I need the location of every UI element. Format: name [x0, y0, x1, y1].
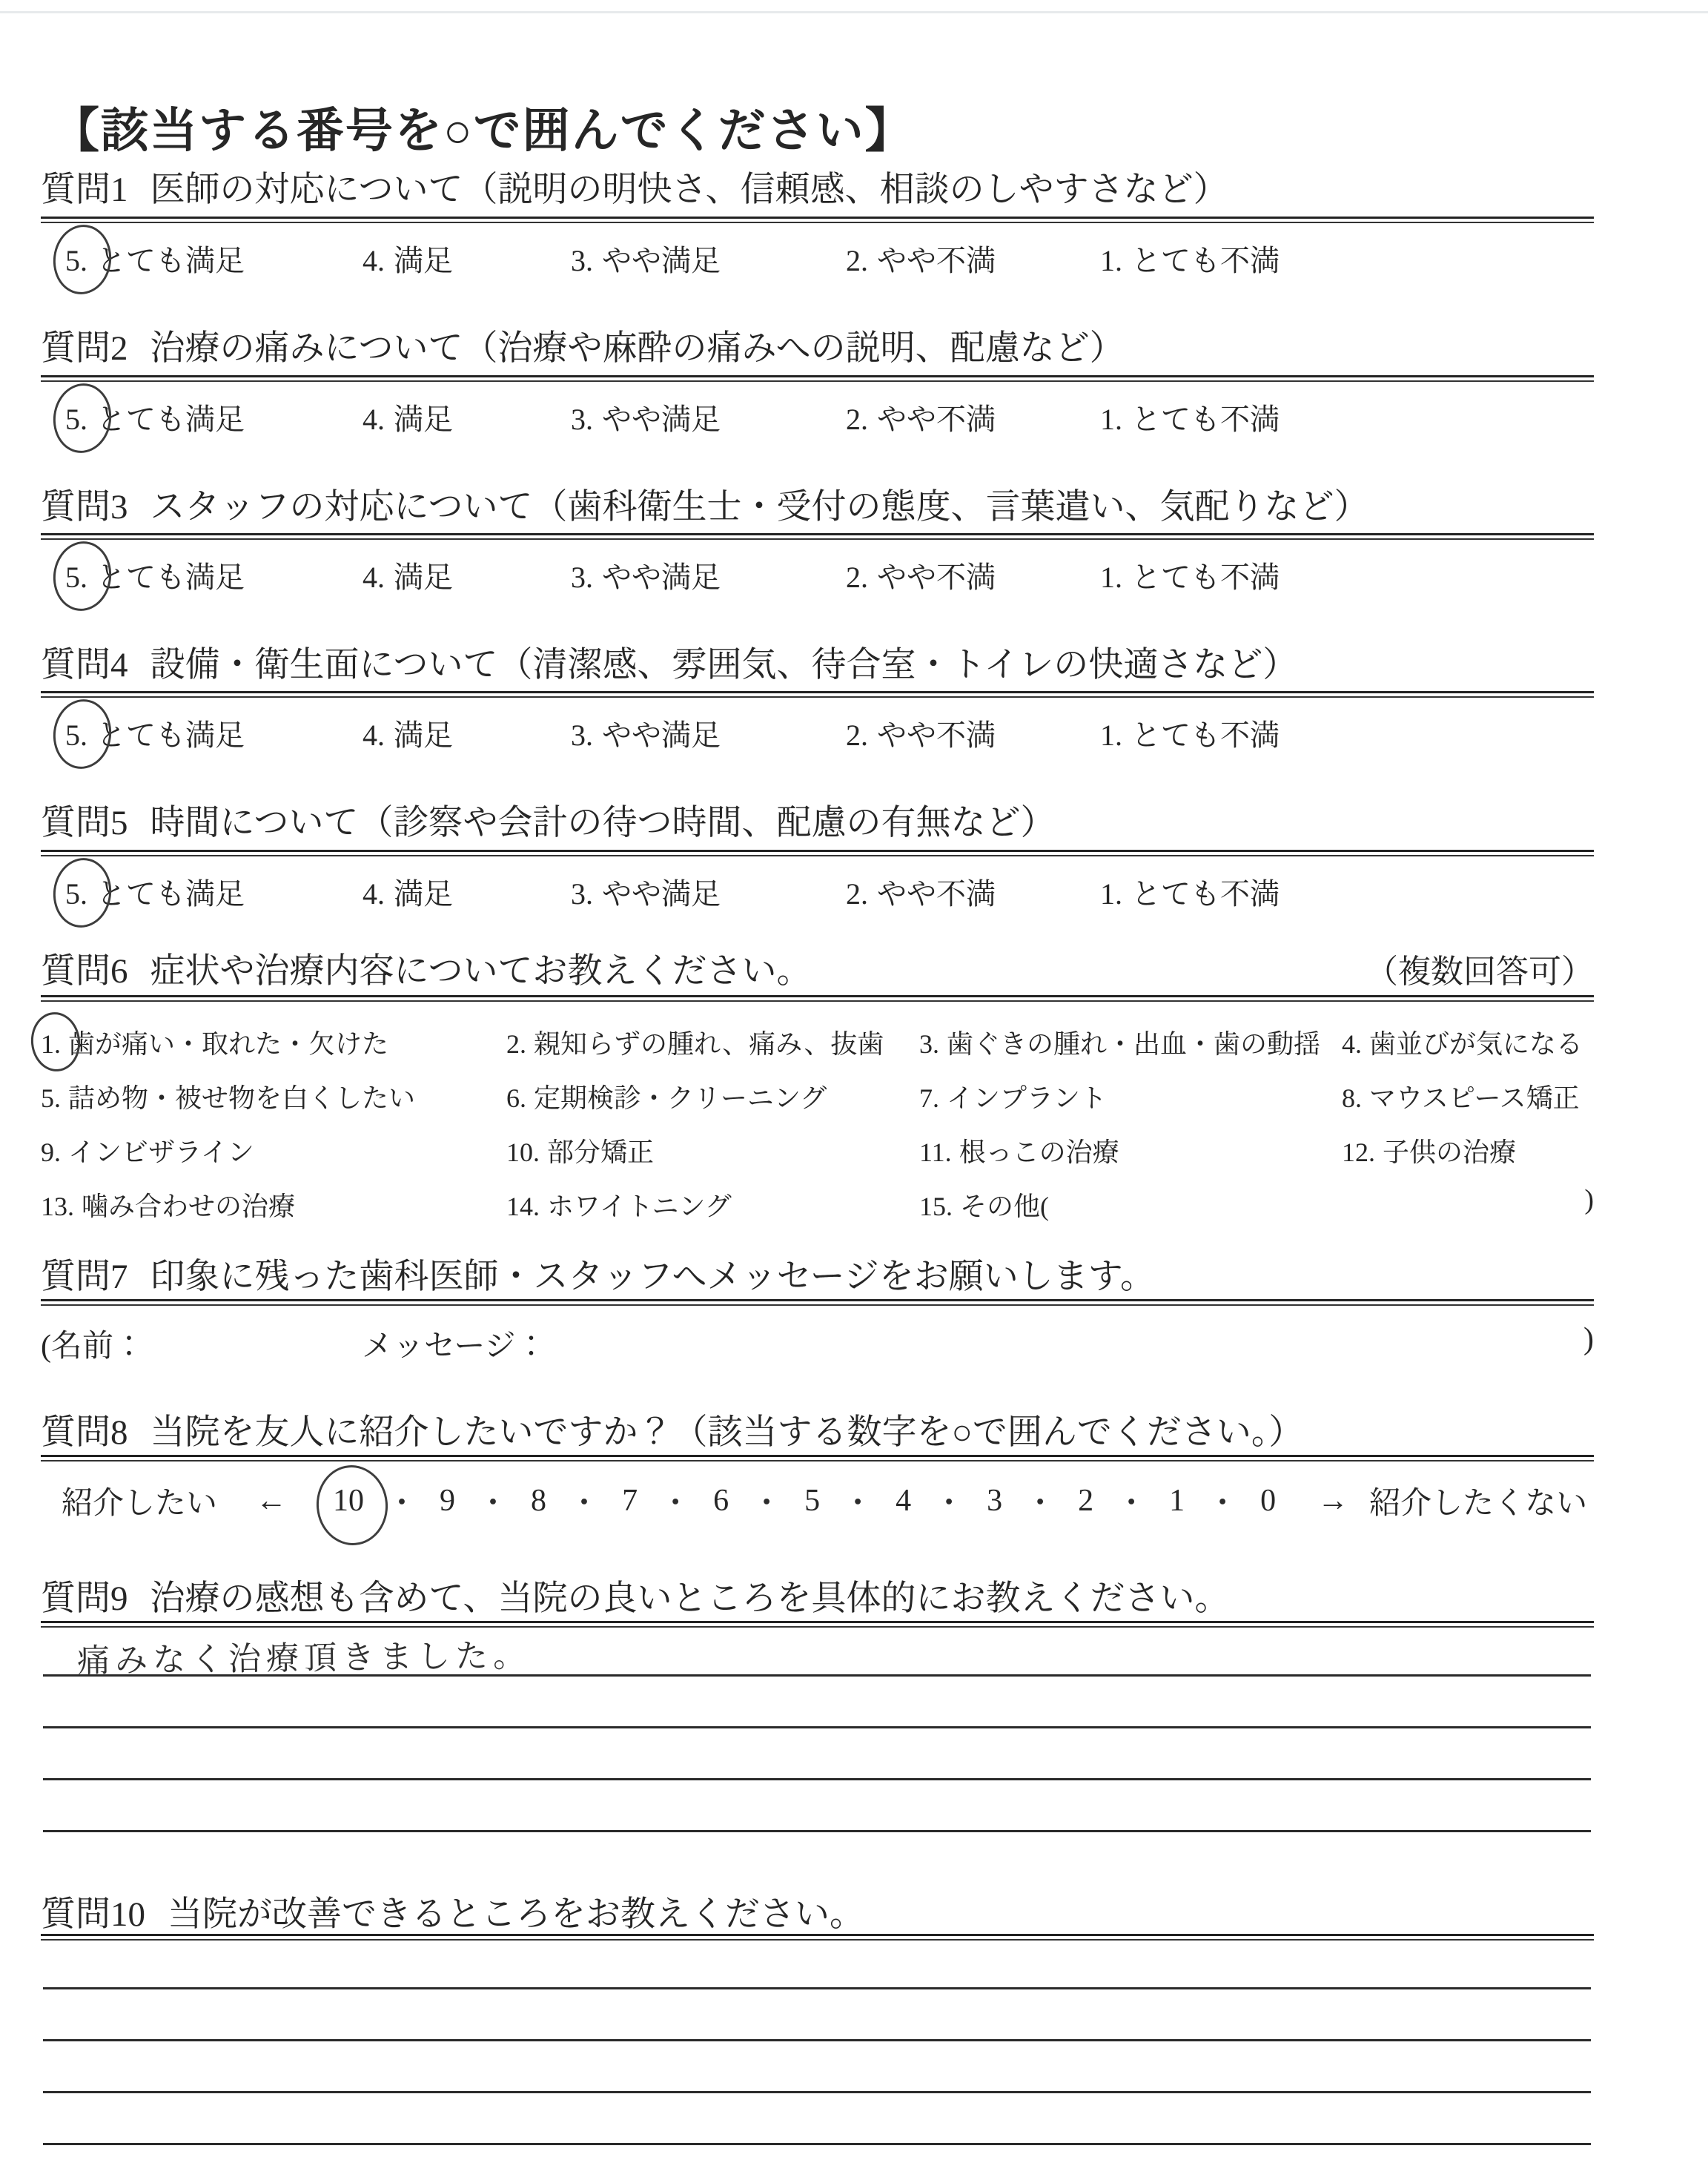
option-number: 2.: [846, 561, 868, 594]
option-label: 満足: [394, 877, 453, 911]
dot-separator: ・: [1207, 1487, 1239, 1521]
answer-option: [65, 712, 245, 754]
option-label: やや満足: [602, 403, 721, 436]
option-number: 2.: [846, 403, 868, 436]
option-label: とても満足: [96, 403, 245, 436]
question6-heading: [41, 943, 1594, 993]
question5-heading: [41, 795, 1594, 845]
answer-option: [846, 554, 996, 596]
dot-separator: ・: [751, 1487, 783, 1521]
nps-scale-row: [41, 1479, 1594, 1523]
dot-separator: ・: [660, 1487, 692, 1521]
answer-line: [43, 1987, 1591, 1989]
answer-option: [363, 712, 453, 754]
question-number: 質問9: [41, 1579, 128, 1618]
option-number: 3.: [919, 1029, 939, 1059]
scale-number: [1002, 1479, 1093, 1523]
question-title: 時間について（診察や会計の待つ時間、配慮の有無など）: [150, 804, 1056, 842]
answer-line: [43, 2091, 1591, 2093]
answer-option: [846, 396, 996, 438]
option-number: 10.: [506, 1137, 540, 1167]
option-number: 3.: [571, 561, 593, 594]
answer-option: [1100, 396, 1280, 438]
symptom-option: [1342, 1132, 1594, 1186]
question-title: 症状や治療内容についてお教えください。: [150, 952, 812, 991]
symptom-option: [1342, 1077, 1594, 1132]
scale-number: [911, 1479, 1002, 1523]
question3-underline: [41, 533, 1594, 540]
option-label: とても満足: [96, 561, 245, 594]
question1-underline: [41, 217, 1594, 223]
option-label: 子供の治療: [1383, 1137, 1517, 1167]
answer-option: [1100, 554, 1280, 596]
scale-value: 9: [440, 1484, 456, 1518]
question5-underline: [41, 850, 1594, 856]
option-label: やや不満: [877, 719, 996, 752]
option-label: インプラント: [947, 1083, 1108, 1113]
option-number: 6.: [506, 1083, 526, 1113]
question7-underline: [41, 1299, 1594, 1306]
scan-edge-line: [0, 11, 1708, 13]
option-label: 歯ぐきの腫れ・出血・歯の動揺: [947, 1029, 1321, 1059]
option-number: 5.: [41, 1083, 61, 1113]
question-title: 医師の対応について（説明の明快さ、信頼感、相談のしやすさなど）: [150, 171, 1228, 209]
handwritten-answer: 痛みなく治療頂きました。: [76, 1637, 532, 1680]
option-label: やや満足: [602, 244, 721, 277]
option-number: 4.: [1342, 1029, 1362, 1059]
scale-number: [1185, 1479, 1276, 1523]
scale-value: 1: [1169, 1484, 1185, 1518]
option-number: 2.: [506, 1029, 526, 1059]
scale-value: 6: [713, 1484, 729, 1518]
other-close-paren: ): [1584, 1184, 1594, 1215]
option-label: 満足: [394, 244, 453, 277]
option-label: マウスピース矯正: [1369, 1083, 1580, 1113]
name-field-label: (名前：: [41, 1330, 145, 1364]
question3-options: [41, 554, 1594, 600]
option-label: やや不満: [877, 403, 996, 436]
answer-option: [571, 871, 721, 913]
question-number: 質問8: [41, 1413, 128, 1452]
option-label: 満足: [394, 719, 453, 752]
scale-number: [820, 1479, 911, 1523]
option-label: 詰め物・被せ物を白くしたい: [68, 1083, 416, 1113]
handwritten-circle-mark: [28, 1010, 83, 1074]
answer-option: [571, 712, 721, 754]
dot-separator: ・: [1116, 1487, 1148, 1521]
option-number: 5.: [65, 561, 87, 594]
option-number: 3.: [571, 719, 593, 752]
question3-heading: [41, 479, 1594, 529]
question6-underline: [41, 995, 1594, 1002]
close-paren: ): [1583, 1322, 1594, 1356]
option-number: 4.: [363, 244, 385, 277]
scale-number: [729, 1479, 820, 1523]
option-label: 根っこの治療: [959, 1137, 1119, 1167]
answer-option: [846, 237, 996, 280]
question-title: 治療の感想も含めて、当院の良いところを具体的にお教えください。: [150, 1579, 1230, 1618]
question-number: 質問3: [41, 488, 128, 526]
symptom-option: [506, 1132, 919, 1186]
question-number: 質問4: [41, 646, 128, 684]
option-label: とても不満: [1131, 244, 1280, 277]
option-number: 7.: [919, 1083, 939, 1113]
option-label: とても不満: [1131, 719, 1280, 752]
option-label: とても満足: [96, 877, 245, 911]
question-number: 質問10: [41, 1895, 145, 1934]
question5-options: [41, 871, 1594, 916]
symptom-option: [919, 1023, 1342, 1077]
option-number: 13.: [41, 1192, 74, 1221]
right-arrow-icon: →: [1317, 1484, 1349, 1518]
option-label: 満足: [394, 561, 453, 594]
option-number: 4.: [363, 719, 385, 752]
option-number: 2.: [846, 719, 868, 752]
scale-number: [638, 1479, 729, 1523]
answer-option: [571, 554, 721, 596]
answer-option: [846, 712, 996, 754]
option-number: 1.: [1100, 403, 1122, 436]
option-label: その他(: [960, 1192, 1049, 1221]
option-number: 1.: [1100, 719, 1122, 752]
option-label: やや不満: [877, 561, 996, 594]
option-number: 5.: [65, 877, 87, 911]
question-number: 質問1: [41, 171, 128, 209]
scale-value: 4: [896, 1484, 912, 1518]
dot-separator: ・: [1025, 1487, 1056, 1521]
symptom-option: [919, 1132, 1342, 1186]
option-label: とても満足: [96, 244, 245, 277]
option-number: 5.: [65, 403, 87, 436]
symptom-option: [506, 1077, 919, 1132]
question10-heading: [41, 1886, 1594, 1936]
question4-heading: [41, 637, 1594, 687]
scale-left-label: 紹介したい: [62, 1487, 218, 1521]
option-number: 1.: [1100, 561, 1122, 594]
symptom-option: [506, 1023, 919, 1077]
option-number: 11.: [919, 1137, 952, 1167]
scale-value: 0: [1260, 1484, 1277, 1518]
option-number: 4.: [363, 561, 385, 594]
scale-value: 3: [987, 1484, 1003, 1518]
question1-options: [41, 237, 1594, 283]
option-label: とても不満: [1131, 561, 1280, 594]
question2-underline: [41, 375, 1594, 382]
option-label: やや不満: [877, 877, 996, 911]
answer-line: [43, 1830, 1591, 1832]
message-field-label: メッセージ：: [362, 1330, 547, 1364]
question2-heading: [41, 320, 1594, 370]
question-title: 治療の痛みについて（治療や麻酔の痛みへの説明、配慮など）: [150, 329, 1125, 368]
option-label: とても不満: [1131, 403, 1280, 436]
option-number: 4.: [363, 877, 385, 911]
option-number: 12.: [1342, 1137, 1375, 1167]
option-number: 9.: [41, 1137, 61, 1167]
page-title: 【該当する番号を○で囲んでください】: [52, 104, 914, 157]
answer-line: [43, 1778, 1591, 1780]
answer-option: [65, 554, 245, 596]
option-label: 歯並びが気になる: [1369, 1029, 1583, 1059]
answer-option: [1100, 712, 1280, 754]
answer-option: [363, 237, 453, 280]
option-label: やや満足: [602, 719, 721, 752]
option-number: 1.: [41, 1029, 61, 1059]
option-number: 1.: [1100, 877, 1122, 911]
handwritten-circle-mark: [313, 1462, 391, 1548]
question4-options: [41, 712, 1594, 758]
option-label: 歯が痛い・取れた・欠けた: [68, 1029, 389, 1059]
symptom-option: [41, 1077, 506, 1132]
option-number: 5.: [65, 244, 87, 277]
option-number: 8.: [1342, 1083, 1362, 1113]
option-label: やや満足: [602, 561, 721, 594]
answer-option: [65, 237, 245, 280]
scale-number: [1093, 1479, 1185, 1523]
answer-option: [65, 871, 245, 913]
dot-separator: ・: [386, 1487, 418, 1521]
answer-line: [43, 2039, 1591, 2041]
symptom-option: [919, 1077, 1342, 1132]
question7-heading: [41, 1249, 1594, 1298]
symptom-option: [1342, 1023, 1594, 1077]
answer-line: [43, 1726, 1591, 1728]
option-label: 定期検診・クリーニング: [534, 1083, 827, 1113]
option-label: 部分矯正: [547, 1137, 655, 1167]
question-number: 質問2: [41, 329, 128, 368]
left-arrow-icon: ←: [256, 1484, 288, 1518]
question9-underline: [41, 1621, 1594, 1628]
question-number: 質問6: [41, 952, 128, 991]
option-label: とても不満: [1131, 877, 1280, 911]
answer-line: [43, 1674, 1591, 1677]
option-label: 満足: [394, 403, 453, 436]
option-label: インビザライン: [68, 1137, 254, 1167]
question1-heading: [41, 162, 1594, 211]
scale-number: [546, 1479, 638, 1523]
scale-right-label: 紹介したくない: [1369, 1487, 1588, 1521]
option-number: 3.: [571, 403, 593, 436]
answer-option: [363, 396, 453, 438]
option-label: やや満足: [602, 877, 721, 911]
scale-value: 5: [804, 1484, 821, 1518]
question7-answer-row: [41, 1321, 1594, 1363]
option-number: 1.: [1100, 244, 1122, 277]
question-title: スタッフの対応について（歯科衛生士・受付の態度、言葉遣い、気配りなど）: [150, 488, 1369, 526]
question-title: 印象に残った歯科医師・スタッフへメッセージをお願いします。: [150, 1258, 1155, 1296]
option-label: 親知らずの腫れ、痛み、抜歯: [534, 1029, 884, 1059]
dot-separator: ・: [933, 1487, 965, 1521]
dot-separator: ・: [842, 1487, 874, 1521]
option-label: 噛み合わせの治療: [82, 1192, 296, 1221]
question9-heading: [41, 1571, 1594, 1620]
question-number: 質問5: [41, 804, 128, 842]
question8-underline: [41, 1455, 1594, 1462]
option-label: ホワイトニング: [547, 1192, 732, 1221]
scale-number: [455, 1479, 546, 1523]
symptom-option: [41, 1023, 506, 1077]
scale-value: 10: [333, 1484, 365, 1518]
question2-options: [41, 396, 1594, 442]
question-title: 当院が改善できるところをお教えください。: [168, 1895, 864, 1934]
option-number: 5.: [65, 719, 87, 752]
answer-option: [1100, 237, 1280, 280]
option-number: 14.: [506, 1192, 540, 1221]
answer-option: [846, 871, 996, 913]
answer-option: [363, 554, 453, 596]
option-number: 3.: [571, 244, 593, 277]
option-number: 15.: [919, 1192, 953, 1221]
multiple-answers-note: （複数回答可）: [1366, 954, 1594, 990]
option-number: 2.: [846, 877, 868, 911]
option-label: とても満足: [96, 719, 245, 752]
option-number: 3.: [571, 877, 593, 911]
answer-option: [65, 396, 245, 438]
question4-underline: [41, 691, 1594, 698]
answer-option: [1100, 871, 1280, 913]
scale-value: 8: [531, 1484, 547, 1518]
question-title: 当院を友人に紹介したいですか？（該当する数字を○で囲んでください。）: [150, 1413, 1304, 1452]
question-number: 質問7: [41, 1258, 128, 1296]
scale-value: 2: [1078, 1484, 1094, 1518]
dot-separator: ・: [569, 1487, 600, 1521]
symptom-option: [41, 1132, 506, 1186]
dot-separator: ・: [477, 1487, 509, 1521]
question10-underline: [41, 1934, 1594, 1941]
question-title: 設備・衛生面について（清潔感、雰囲気、待合室・トイレの快適さなど）: [150, 646, 1298, 684]
scale-number: [333, 1483, 364, 1519]
answer-option: [571, 237, 721, 280]
answer-option: [571, 396, 721, 438]
option-number: 2.: [846, 244, 868, 277]
option-number: 4.: [363, 403, 385, 436]
answer-option: [363, 871, 453, 913]
answer-line: [43, 2143, 1591, 2145]
nps-scale: [333, 1479, 1276, 1523]
question8-heading: [41, 1404, 1594, 1454]
option-label: やや不満: [877, 244, 996, 277]
scale-value: 7: [622, 1484, 638, 1518]
